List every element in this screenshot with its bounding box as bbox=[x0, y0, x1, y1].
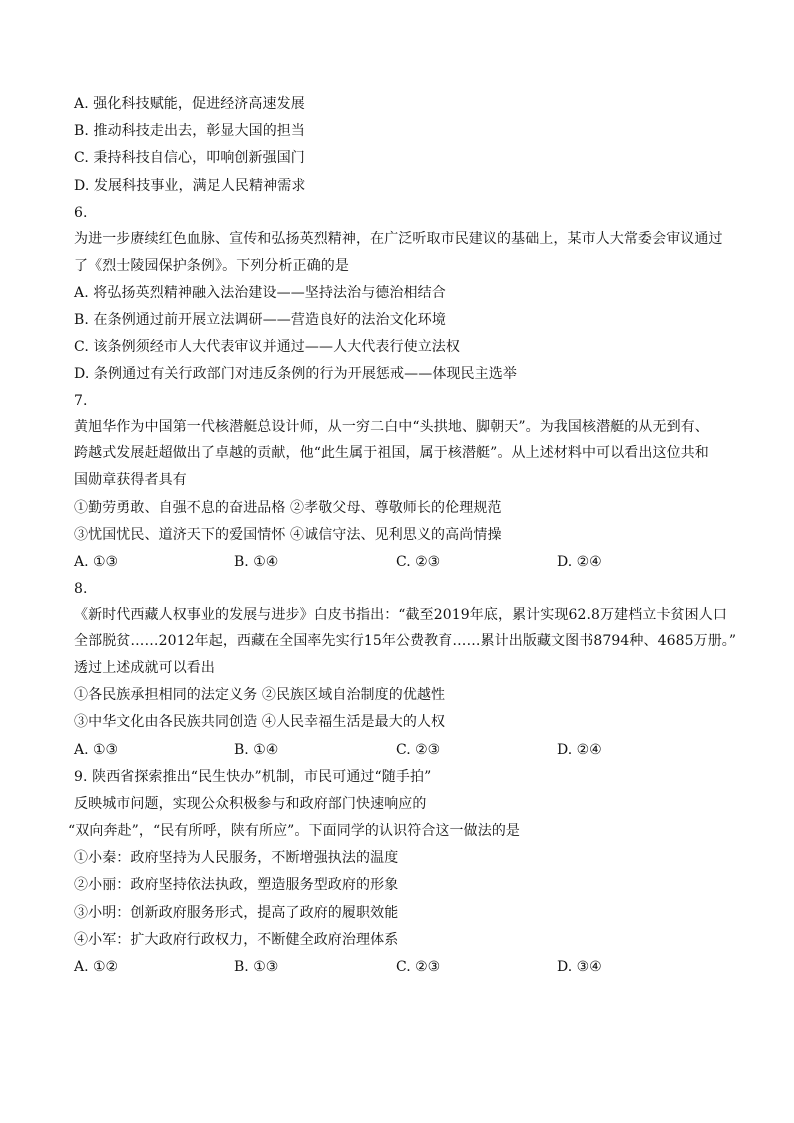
q9-choice-c: C. ②③ bbox=[396, 959, 441, 975]
q9-statement-3: ③小明：创新政府服务形式，提高了政府的履职效能 bbox=[74, 905, 399, 921]
q7-choice-a: A. ①③ bbox=[74, 554, 119, 570]
q9-statement-2: ②小丽：政府坚持依法执政，塑造服务型政府的形象 bbox=[74, 877, 399, 893]
q8-choice-c: C. ②③ bbox=[396, 742, 441, 758]
q6-option-d: D. 条例通过有关行政部门对违反条例的行为开展惩戒——体现民主选举 bbox=[74, 366, 517, 382]
q7-statements-line-2: ③忧国忧民、道济天下的爱国情怀 ④诚信守法、见利思义的高尚情操 bbox=[74, 527, 502, 543]
q7-stem-line-3: 国勋章获得者具有 bbox=[74, 472, 187, 488]
q7-stem-line-2: 跨越式发展赶超做出了卓越的贡献，他“此生属于祖国，属于核潜艇”。从上述材料中可以看出这位共和 bbox=[74, 445, 709, 461]
q9-statement-1: ①小秦：政府坚持为人民服务，不断增强执法的温度 bbox=[74, 850, 399, 866]
q6-option-a: A. 将弘扬英烈精神融入法治建设——坚持法治与德治相结合 bbox=[74, 285, 446, 301]
q6-option-b: B. 在条例通过前开展立法调研——营造良好的法治文化环境 bbox=[74, 312, 446, 328]
q9-stem-line-3: “双向奔赴”，“民有所呼，陕有所应”。下面同学的认识符合这一做法的是 bbox=[68, 823, 521, 839]
q8-stem-line-1: 《新时代西藏人权事业的发展与进步》白皮书指出：“截至2019年底，累计实现62.8万建档立卡贫困人口 bbox=[74, 607, 727, 623]
q9-choice-b: B. ①③ bbox=[234, 959, 279, 975]
q8-stem-line-2: 全部脱贫……2012年起，西藏在全国率先实行15年公费教育……累计出版藏文图书8794种、4685万册。” bbox=[74, 633, 737, 649]
q8-choice-b: B. ①④ bbox=[234, 742, 279, 758]
q8-statements-line-2: ③中华文化由各民族共同创造 ④人民幸福生活是最大的人权 bbox=[74, 714, 446, 730]
q6-stem-line-1: 为进一步赓续红色血脉、宣传和弘扬英烈精神，在广泛听取市民建议的基础上，某市人大常委会审议通过 bbox=[74, 231, 723, 247]
q9-choice-a: A. ①② bbox=[74, 959, 119, 975]
q8-stem-line-3: 透过上述成就可以看出 bbox=[74, 660, 215, 676]
q8-choice-a: A. ①③ bbox=[74, 742, 119, 758]
q8-number: 8. bbox=[74, 581, 88, 597]
q9-statement-4: ④小军：扩大政府行政权力，不断健全政府治理体系 bbox=[74, 932, 399, 948]
q8-choice-d: D. ②④ bbox=[557, 742, 602, 758]
q7-statements-line-1: ①勤劳勇敢、自强不息的奋进品格 ②孝敬父母、尊敬师长的伦理规范 bbox=[74, 500, 502, 516]
q5-option-b: B. 推动科技走出去，彰显大国的担当 bbox=[74, 123, 305, 139]
q7-number: 7. bbox=[74, 393, 88, 409]
q6-option-c: C. 该条例须经市人大代表审议并通过——人大代表行使立法权 bbox=[74, 339, 461, 355]
q5-option-d: D. 发展科技事业，满足人民精神需求 bbox=[74, 178, 306, 194]
q7-choice-b: B. ①④ bbox=[234, 554, 279, 570]
q7-stem-line-1: 黄旭华作为中国第一代核潜艇总设计师，从一穷二白中“头拱地、脚朝天”。为我国核潜艇的从无到有、 bbox=[74, 419, 709, 435]
q7-choice-c: C. ②③ bbox=[396, 554, 441, 570]
q5-option-a: A. 强化科技赋能，促进经济高速发展 bbox=[74, 96, 305, 112]
q8-statements-line-1: ①各民族承担相同的法定义务 ②民族区域自治制度的优越性 bbox=[74, 687, 446, 703]
q9-choice-d: D. ③④ bbox=[557, 959, 602, 975]
q6-number: 6. bbox=[74, 205, 88, 221]
q6-stem-line-2: 了《烈士陵园保护条例》。下列分析正确的是 bbox=[74, 258, 349, 274]
q9-stem-line-2: 反映城市问题，实现公众积极参与和政府部门快速响应的 bbox=[74, 796, 427, 812]
q7-choice-d: D. ②④ bbox=[557, 554, 602, 570]
q9-stem-line-1: 9. 陕西省探索推出“民生快办”机制，市民可通过“随手拍” bbox=[74, 769, 432, 785]
q5-option-c: C. 秉持科技自信心，叩响创新强国门 bbox=[74, 150, 305, 166]
